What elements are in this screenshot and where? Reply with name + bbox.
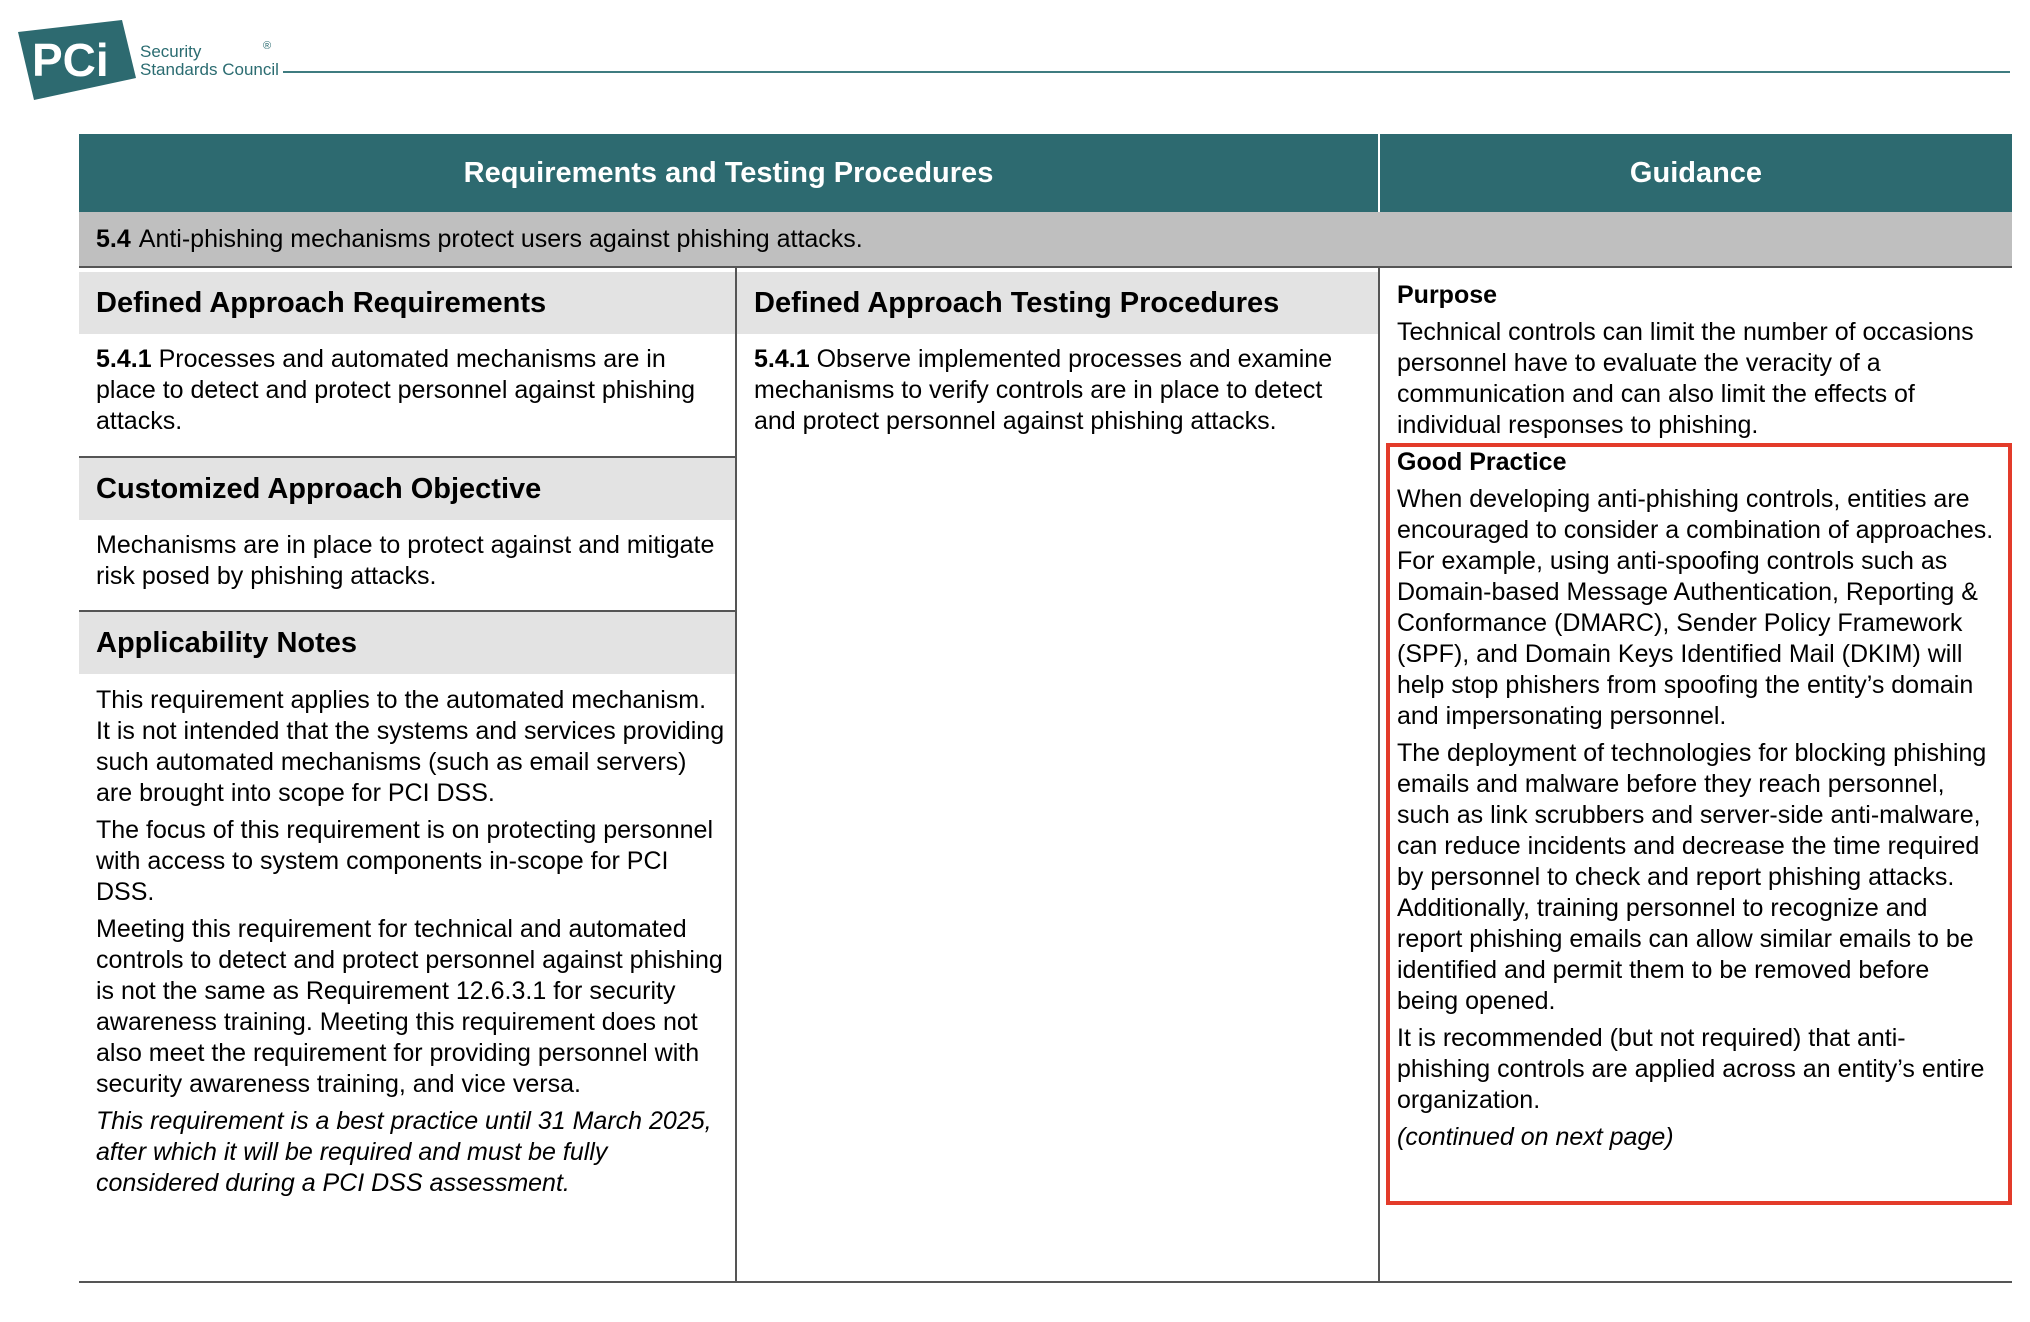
header-guidance: Guidance — [1380, 134, 2012, 212]
section-title: Anti-phishing mechanisms protect users against phishing attacks. — [138, 224, 863, 253]
customized-approach-objective-heading: Customized Approach Objective — [79, 458, 735, 520]
applicability-paragraph-4: This requirement is a best practice until 31 March 2025, after which it will be required and must be fully considered during a PCI DSS assessment. — [96, 1107, 712, 1197]
requirement-text: Processes and automated mechanisms are in place to detect and protect personnel against phishing attacks. — [96, 345, 696, 435]
testing-text: Observe implemented processes and examine mechanisms to verify controls are in place to detect and protect personnel against phishing attacks. — [754, 345, 1333, 435]
purpose-title: Purpose — [1397, 281, 1498, 309]
defined-approach-requirements-heading: Defined Approach Requirements — [79, 272, 735, 334]
continued-note: (continued on next page) — [1397, 1123, 1674, 1151]
testing-procedure-5-4-1 — [754, 344, 1369, 437]
header-requirements: Requirements and Testing Procedures — [79, 134, 1378, 212]
section-number: 5.4 — [96, 224, 131, 253]
section-row — [79, 212, 2012, 266]
applicability-notes-heading: Applicability Notes — [79, 612, 735, 674]
testing-number: 5.4.1 — [754, 345, 810, 373]
requirement-5-4-1 — [96, 344, 726, 437]
column-divider-2 — [1378, 268, 1380, 1283]
row-divider-top — [79, 266, 2012, 268]
purpose-text: Technical controls can limit the number of occasions personnel have to evaluate the veracity of a communication and can also limit the effects of individual responses to phishing. — [1397, 318, 1974, 439]
logo-line-2: Standards Council — [140, 60, 279, 79]
applicability-paragraph-1: This requirement applies to the automated mechanism. It is not intended that the systems and services providing such automated mechanisms (such as email servers) are brought into scope for PCI DSS. — [96, 686, 725, 807]
pci-logo-icon — [18, 20, 136, 100]
header-rule — [283, 71, 2010, 73]
defined-approach-testing-heading: Defined Approach Testing Procedures — [737, 272, 1378, 334]
logo-line-1: Security — [140, 42, 202, 61]
applicability-notes-body — [96, 685, 726, 1205]
applicability-paragraph-3: Meeting this requirement for technical and automated controls to detect and protect personnel against phishing is not the same as Requirement 12.6.3.1 for security awareness training. Meeting this requirement does not also meet the requirement for providing personnel with security awareness training, and vice versa. — [96, 915, 723, 1098]
good-practice-paragraph-2: The deployment of technologies for blocking phishing emails and malware before they reach personnel, such as link scrubbers and server-side anti-malware, can reduce incidents and decrease the time required by personnel to check and report phishing attacks. Additionally, training personnel to recognize and report phishing emails can allow similar emails to be identified and permit them to be removed before being opened. — [1397, 739, 1987, 1015]
table-bottom-rule — [79, 1281, 2012, 1283]
registered-mark: ® — [263, 40, 272, 52]
good-practice-highlight — [1386, 443, 2012, 1205]
good-practice-title: Good Practice — [1397, 448, 1567, 476]
good-practice-paragraph-1: When developing anti-phishing controls, entities are encouraged to consider a combination of approaches. For example, using anti-spoofing controls such as Domain-based Message Authentication, Reporting & Conformance (DMARC), Sender Policy Framework (SPF), and Domain Keys Identified Mail (DKIM) will help stop phishers from spoofing the entity’s domain and impersonating personnel. — [1397, 485, 1994, 730]
column-divider-1 — [735, 268, 737, 1283]
customized-objective-text: Mechanisms are in place to protect against and mitigate risk posed by phishing attacks. — [96, 531, 715, 590]
pci-logo-mark-text: PCi — [32, 34, 109, 86]
logo-wordmark — [140, 43, 279, 79]
requirement-number: 5.4.1 — [96, 345, 152, 373]
applicability-paragraph-2: The focus of this requirement is on protecting personnel with access to system components in-scope for PCI DSS. — [96, 816, 714, 906]
good-practice-paragraph-3: It is recommended (but not required) that anti-phishing controls are applied across an entity’s entire organization. — [1397, 1024, 1985, 1114]
